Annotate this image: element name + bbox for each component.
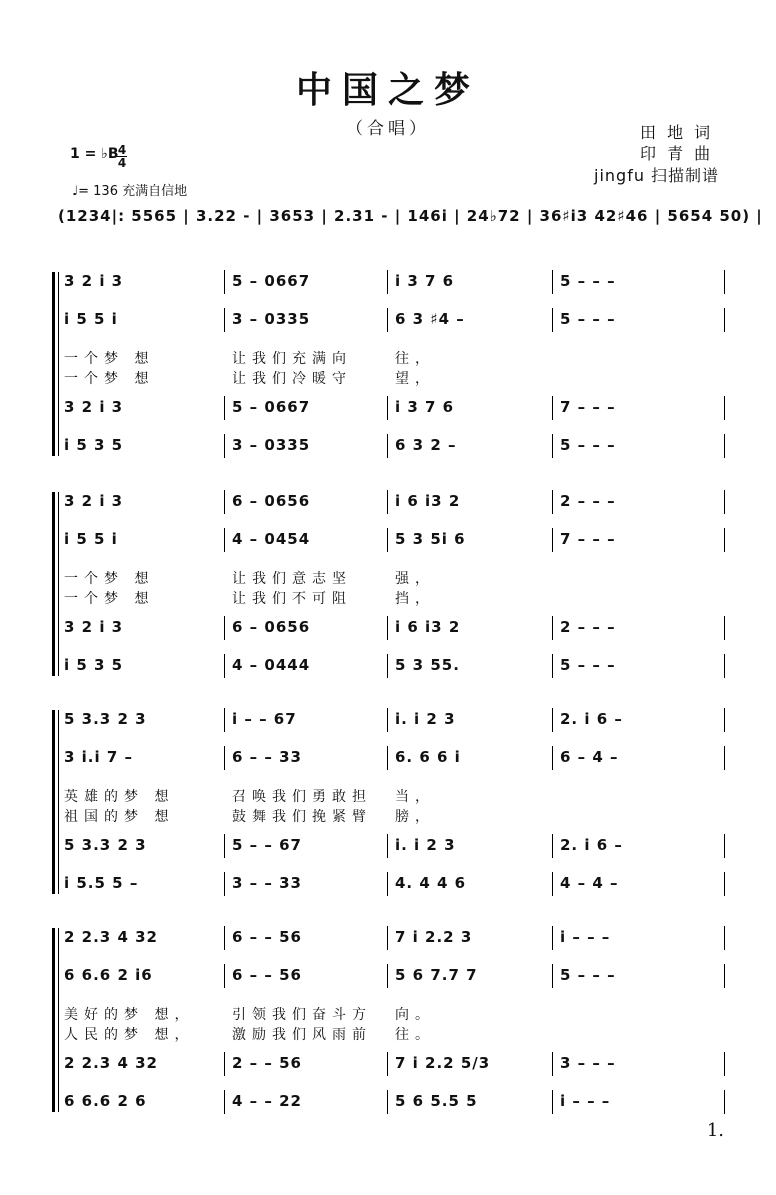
measure: 4 – 0454	[232, 530, 311, 548]
barline	[387, 308, 388, 332]
barline	[552, 872, 553, 896]
barline	[724, 654, 725, 678]
barline	[224, 964, 225, 988]
measure: i. i 2 3	[395, 836, 456, 854]
lyric-line	[0, 368, 776, 392]
voice-line	[0, 398, 776, 422]
barline	[724, 396, 725, 420]
barline	[724, 964, 725, 988]
measure: 6 – 0656	[232, 492, 311, 510]
measure: 6 6.6 2 i6	[64, 966, 153, 984]
barline	[224, 1052, 225, 1076]
barline	[552, 654, 553, 678]
barline	[724, 270, 725, 294]
barline	[387, 528, 388, 552]
barline	[724, 834, 725, 858]
barline	[387, 616, 388, 640]
measure: 5 – 0667	[232, 398, 311, 416]
measure: 7 i 2.2 5/3	[395, 1054, 491, 1072]
measure: 6 – 4 –	[560, 748, 619, 766]
lyric-text: 膀，	[395, 809, 435, 825]
barline	[224, 872, 225, 896]
measure: 7 – – –	[560, 398, 616, 416]
lyric-text: 英雄的梦 想	[64, 789, 175, 805]
barline	[552, 926, 553, 950]
measure: 5 3 5i 6	[395, 530, 466, 548]
barline	[724, 708, 725, 732]
barline	[724, 490, 725, 514]
measure: i – – –	[560, 1092, 611, 1110]
barline	[724, 926, 725, 950]
voice-line	[0, 836, 776, 860]
measure: 5 – – –	[560, 310, 616, 328]
voice-line	[0, 966, 776, 990]
measure: 7 – – –	[560, 530, 616, 548]
lyric-text: 祖国的梦 想	[64, 809, 175, 825]
barline	[552, 746, 553, 770]
barline	[552, 270, 553, 294]
barline	[224, 270, 225, 294]
subtitle: （合唱）	[346, 119, 430, 139]
voice-line	[0, 1092, 776, 1116]
measure: 4 – 4 –	[560, 874, 619, 892]
lyric-text: 望，	[395, 371, 435, 387]
lyric-text: 向。	[395, 1007, 435, 1023]
lyric-text: 一个梦 想	[64, 591, 155, 607]
measure: 6. 6 6 i	[395, 748, 461, 766]
barline	[224, 616, 225, 640]
barline	[552, 708, 553, 732]
voice-line	[0, 272, 776, 296]
barline	[552, 434, 553, 458]
measure: i 5 3 5	[64, 656, 124, 674]
measure: 5 – – –	[560, 966, 616, 984]
tempo-marking: ♩= 136 充满自信地	[72, 184, 188, 199]
scanner-credit: jingfu 扫描制谱	[594, 166, 720, 185]
barline	[552, 1052, 553, 1076]
measure: 5 3.3 2 3	[64, 836, 147, 854]
lyric-text: 激励我们风雨前	[232, 1027, 372, 1043]
lyric-text: 挡，	[395, 591, 435, 607]
measure: 5 – – –	[560, 656, 616, 674]
page-number: 1.	[706, 1120, 724, 1141]
barline	[224, 708, 225, 732]
measure: 5 6 5.5 5	[395, 1092, 478, 1110]
barline	[387, 708, 388, 732]
measure: i. i 2 3	[395, 710, 456, 728]
barline	[224, 308, 225, 332]
barline	[224, 528, 225, 552]
barline	[387, 964, 388, 988]
lyric-text: 美好的梦 想，	[64, 1007, 195, 1023]
voice-line	[0, 1054, 776, 1078]
barline	[552, 490, 553, 514]
barline	[724, 308, 725, 332]
measure: 6 – – 56	[232, 966, 302, 984]
lyric-line	[0, 806, 776, 830]
measure: 5 – 0667	[232, 272, 311, 290]
intro-line: (1234|: 5565 | 3.22 - | 3653 | 2.31 - | 146i | 24♭72 | 36♯i3 42♯46 | 5654 50) |	[58, 207, 763, 225]
voice-line	[0, 656, 776, 680]
lyric-line	[0, 1024, 776, 1048]
lyric-text: 召唤我们勇敢担	[232, 789, 372, 805]
barline	[724, 746, 725, 770]
voice-line	[0, 310, 776, 334]
measure: 2 – – –	[560, 618, 616, 636]
measure: 2 – – 56	[232, 1054, 302, 1072]
measure: i – – –	[560, 928, 611, 946]
measure: 3 2 i 3	[64, 492, 124, 510]
barline	[724, 434, 725, 458]
barline	[552, 528, 553, 552]
measure: i 5 5 i	[64, 310, 118, 328]
barline	[387, 1052, 388, 1076]
page-title: 中国之梦	[295, 69, 480, 111]
measure: i 6 i3 2	[395, 618, 461, 636]
voice-line	[0, 928, 776, 952]
barline	[387, 270, 388, 294]
measure: 3 – 0335	[232, 436, 311, 454]
measure: 3 2 i 3	[64, 398, 124, 416]
measure: 5 6 7.7 7	[395, 966, 478, 984]
measure: 2 – – –	[560, 492, 616, 510]
measure: 6 6.6 2 6	[64, 1092, 147, 1110]
lyric-text: 鼓舞我们挽紧臂	[232, 809, 372, 825]
voice-line	[0, 748, 776, 772]
barline	[224, 926, 225, 950]
barline	[387, 654, 388, 678]
measure: 2 2.3 4 32	[64, 928, 158, 946]
lyric-text: 往，	[395, 351, 435, 367]
measure: 3 – – –	[560, 1054, 616, 1072]
barline	[387, 926, 388, 950]
voice-line	[0, 710, 776, 734]
lyric-text: 引领我们奋斗方	[232, 1007, 372, 1023]
barline	[724, 1090, 725, 1114]
measure: 2. i 6 –	[560, 710, 623, 728]
barline	[387, 1090, 388, 1114]
time-signature	[117, 144, 127, 169]
lyric-text: 往。	[395, 1027, 435, 1043]
lyric-text: 让我们不可阻	[232, 591, 352, 607]
measure: 6 – – 33	[232, 748, 302, 766]
measure: 6 – – 56	[232, 928, 302, 946]
measure: 3 – 0335	[232, 310, 311, 328]
key-signature: 1 = ♭B	[70, 146, 119, 162]
barline	[552, 964, 553, 988]
measure: i 3 7 6	[395, 272, 455, 290]
measure: 6 – 0656	[232, 618, 311, 636]
lyric-text: 一个梦 想	[64, 351, 155, 367]
composer-credit: 印 青 曲	[640, 144, 714, 163]
lyric-text: 一个梦 想	[64, 571, 155, 587]
voice-line	[0, 530, 776, 554]
barline	[387, 434, 388, 458]
measure: 5 – – –	[560, 272, 616, 290]
time-sig-top: 4	[117, 143, 127, 157]
barline	[224, 490, 225, 514]
barline	[224, 746, 225, 770]
measure: i 6 i3 2	[395, 492, 461, 510]
lyricist-credit: 田 地 词	[640, 123, 714, 142]
measure: i – – 67	[232, 710, 297, 728]
measure: 5 – – –	[560, 436, 616, 454]
measure: 3 i.i 7 –	[64, 748, 134, 766]
measure: 3 2 i 3	[64, 272, 124, 290]
barline	[387, 396, 388, 420]
measure: i 5.5 5 –	[64, 874, 139, 892]
voice-line	[0, 874, 776, 898]
measure: 3 – – 33	[232, 874, 302, 892]
measure: 4 – 0444	[232, 656, 311, 674]
barline	[224, 1090, 225, 1114]
barline	[224, 654, 225, 678]
lyric-text: 人民的梦 想，	[64, 1027, 195, 1043]
barline	[724, 616, 725, 640]
measure: 2 2.3 4 32	[64, 1054, 158, 1072]
barline	[724, 1052, 725, 1076]
measure: 3 2 i 3	[64, 618, 124, 636]
barline	[552, 396, 553, 420]
voice-line	[0, 492, 776, 516]
measure: 5 3 55.	[395, 656, 460, 674]
lyric-text: 强，	[395, 571, 435, 587]
barline	[724, 528, 725, 552]
lyric-line	[0, 588, 776, 612]
barline	[552, 308, 553, 332]
barline	[387, 834, 388, 858]
measure: 6 3 2 –	[395, 436, 457, 454]
measure: 4. 4 4 6	[395, 874, 467, 892]
measure: 7 i 2.2 3	[395, 928, 473, 946]
measure: i 5 5 i	[64, 530, 118, 548]
measure: 4 – – 22	[232, 1092, 302, 1110]
barline	[387, 746, 388, 770]
barline	[224, 396, 225, 420]
barline	[552, 616, 553, 640]
measure: 2. i 6 –	[560, 836, 623, 854]
lyric-text: 让我们意志坚	[232, 571, 352, 587]
barline	[224, 834, 225, 858]
barline	[552, 834, 553, 858]
lyric-text: 让我们充满向	[232, 351, 352, 367]
lyric-text: 一个梦 想	[64, 371, 155, 387]
barline	[224, 434, 225, 458]
barline	[724, 872, 725, 896]
voice-line	[0, 436, 776, 460]
lyric-text: 让我们冷暖守	[232, 371, 352, 387]
measure: 5 – – 67	[232, 836, 302, 854]
time-sig-bottom: 4	[117, 156, 127, 170]
voice-line	[0, 618, 776, 642]
barline	[387, 490, 388, 514]
measure: i 3 7 6	[395, 398, 455, 416]
barline	[552, 1090, 553, 1114]
measure: i 5 3 5	[64, 436, 124, 454]
measure: 6 3 ♯4 –	[395, 310, 465, 328]
lyric-text: 当，	[395, 789, 435, 805]
measure: 5 3.3 2 3	[64, 710, 147, 728]
barline	[387, 872, 388, 896]
